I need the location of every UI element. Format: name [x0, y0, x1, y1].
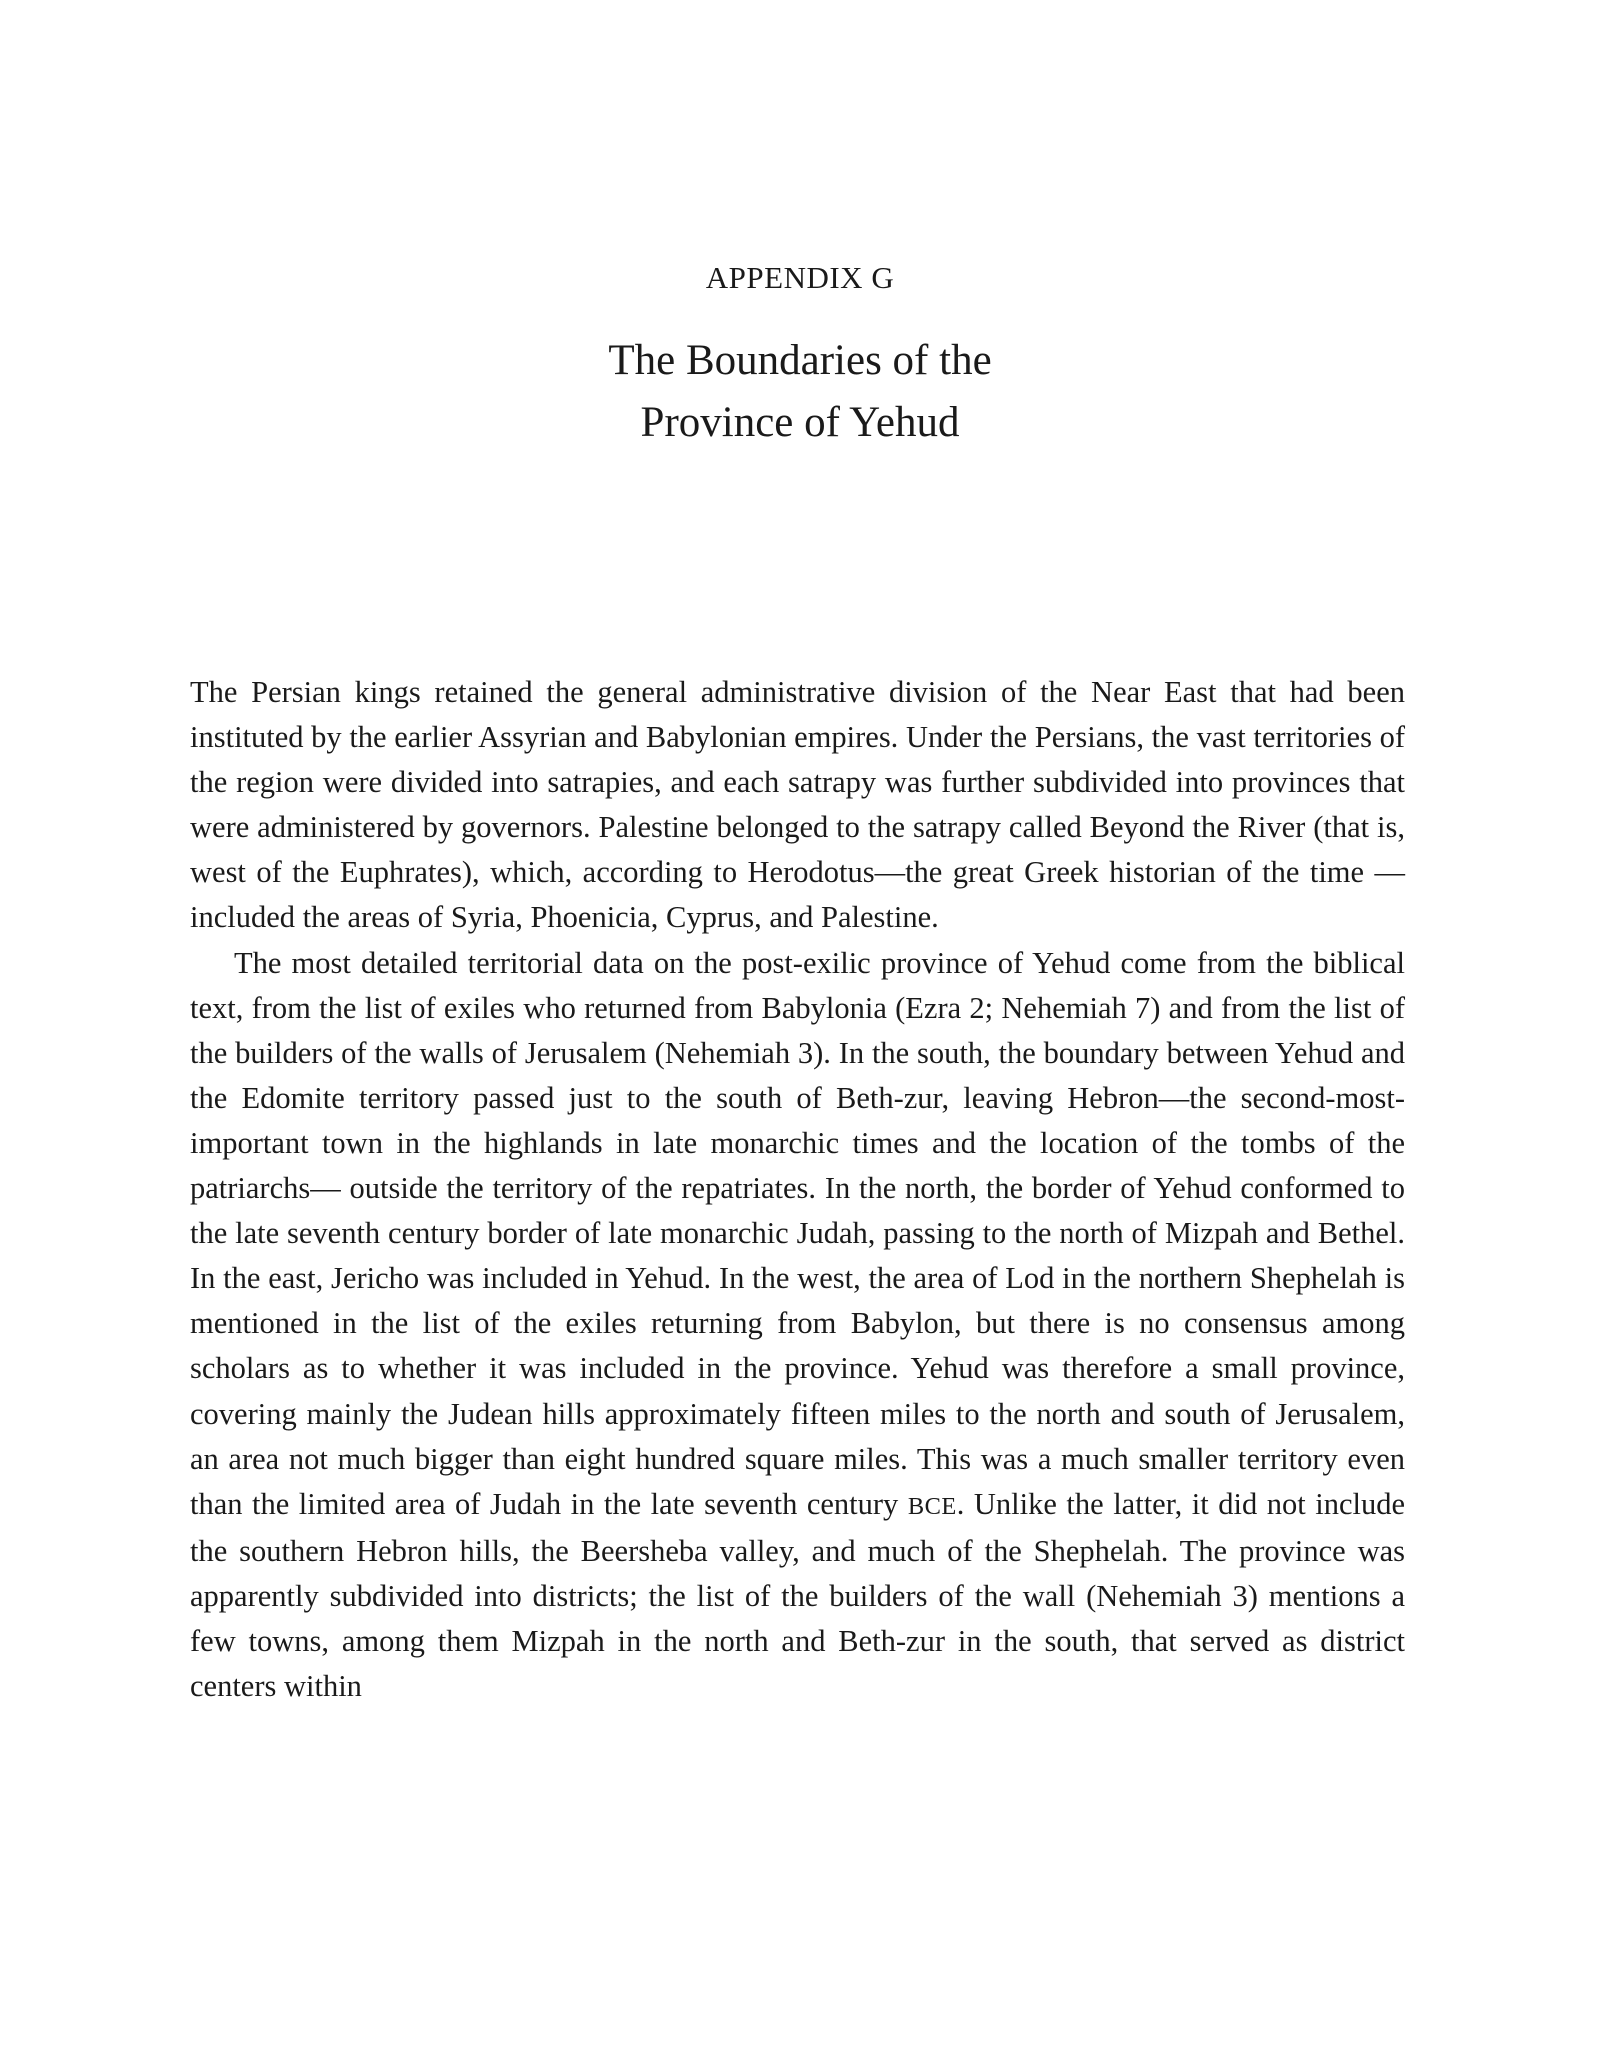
paragraph-2-text-part-1: The most detailed territorial data on the post-exilic province of Yehud come from the biblical text, from the list of exiles who returned from Babylonia (Ezra 2; Nehemiah 7) and from the list of the builders of the walls of Jerusalem (Nehemiah 3). In the south, the boundary between Yehud and the Edomite territory passed just to the south of Beth-zur, leaving Hebron—the second-most-important town in the highlands in late monarchic times and the location of the tombs of the patriarchs— outside the territory of the repatriates. In the north, the border of Yehud conformed to the late seventh century border of late monarchic Judah, passing to the north of Mizpah and Bethel. In the east, Jericho was included in Yehud. In the west, the area of Lod in the northern Shephelah is mentioned in the list of the exiles returning from Babylon, but there is no consensus among scholars as to whether it was included in the province. Yehud was therefore a small province, covering mainly the Judean hills approximately fifteen miles to the north and south of Jerusalem, an area not much bigger than eight hundred square miles. This was a much smaller territory even than the limited area of Judah in the late seventh century: [190, 945, 1405, 1521]
chapter-title-line-1: The Boundaries of the: [608, 337, 992, 384]
chapter-title-line-2: Province of Yehud: [640, 399, 960, 446]
paragraph-1: The Persian kings retained the general administrative division of the Near East that had been instituted by the earlier Assyrian and Babylonian empires. Under the Persians, the vast territories of the region were divided into satrapies, and each satrapy was further subdivided into provinces that were administered by governors. Palestine belonged to the satrapy called Beyond the River (that is, west of the Euphrates), which, according to Herodotus—the great Greek historian of the time —included the areas of Syria, Phoenicia, Cyprus, and Palestine.: [190, 675, 1405, 935]
chapter-title: [0, 330, 1600, 454]
body-text: [190, 670, 1405, 1709]
paragraph-2: [190, 941, 1405, 1710]
era-abbreviation: BCE: [907, 1492, 957, 1520]
paragraph-2-text-part-2: . Unlike the latter, it did not include the southern Hebron hills, the Beersheba valley, and much of the Shephelah. The province was apparently subdivided into districts; the list of the builders of the wall (Nehemiah 3) mentions a few towns, among them Mizpah in the north and Beth-zur in the south, that served as district centers within: [190, 1486, 1405, 1704]
appendix-label: APPENDIX G: [705, 260, 895, 295]
